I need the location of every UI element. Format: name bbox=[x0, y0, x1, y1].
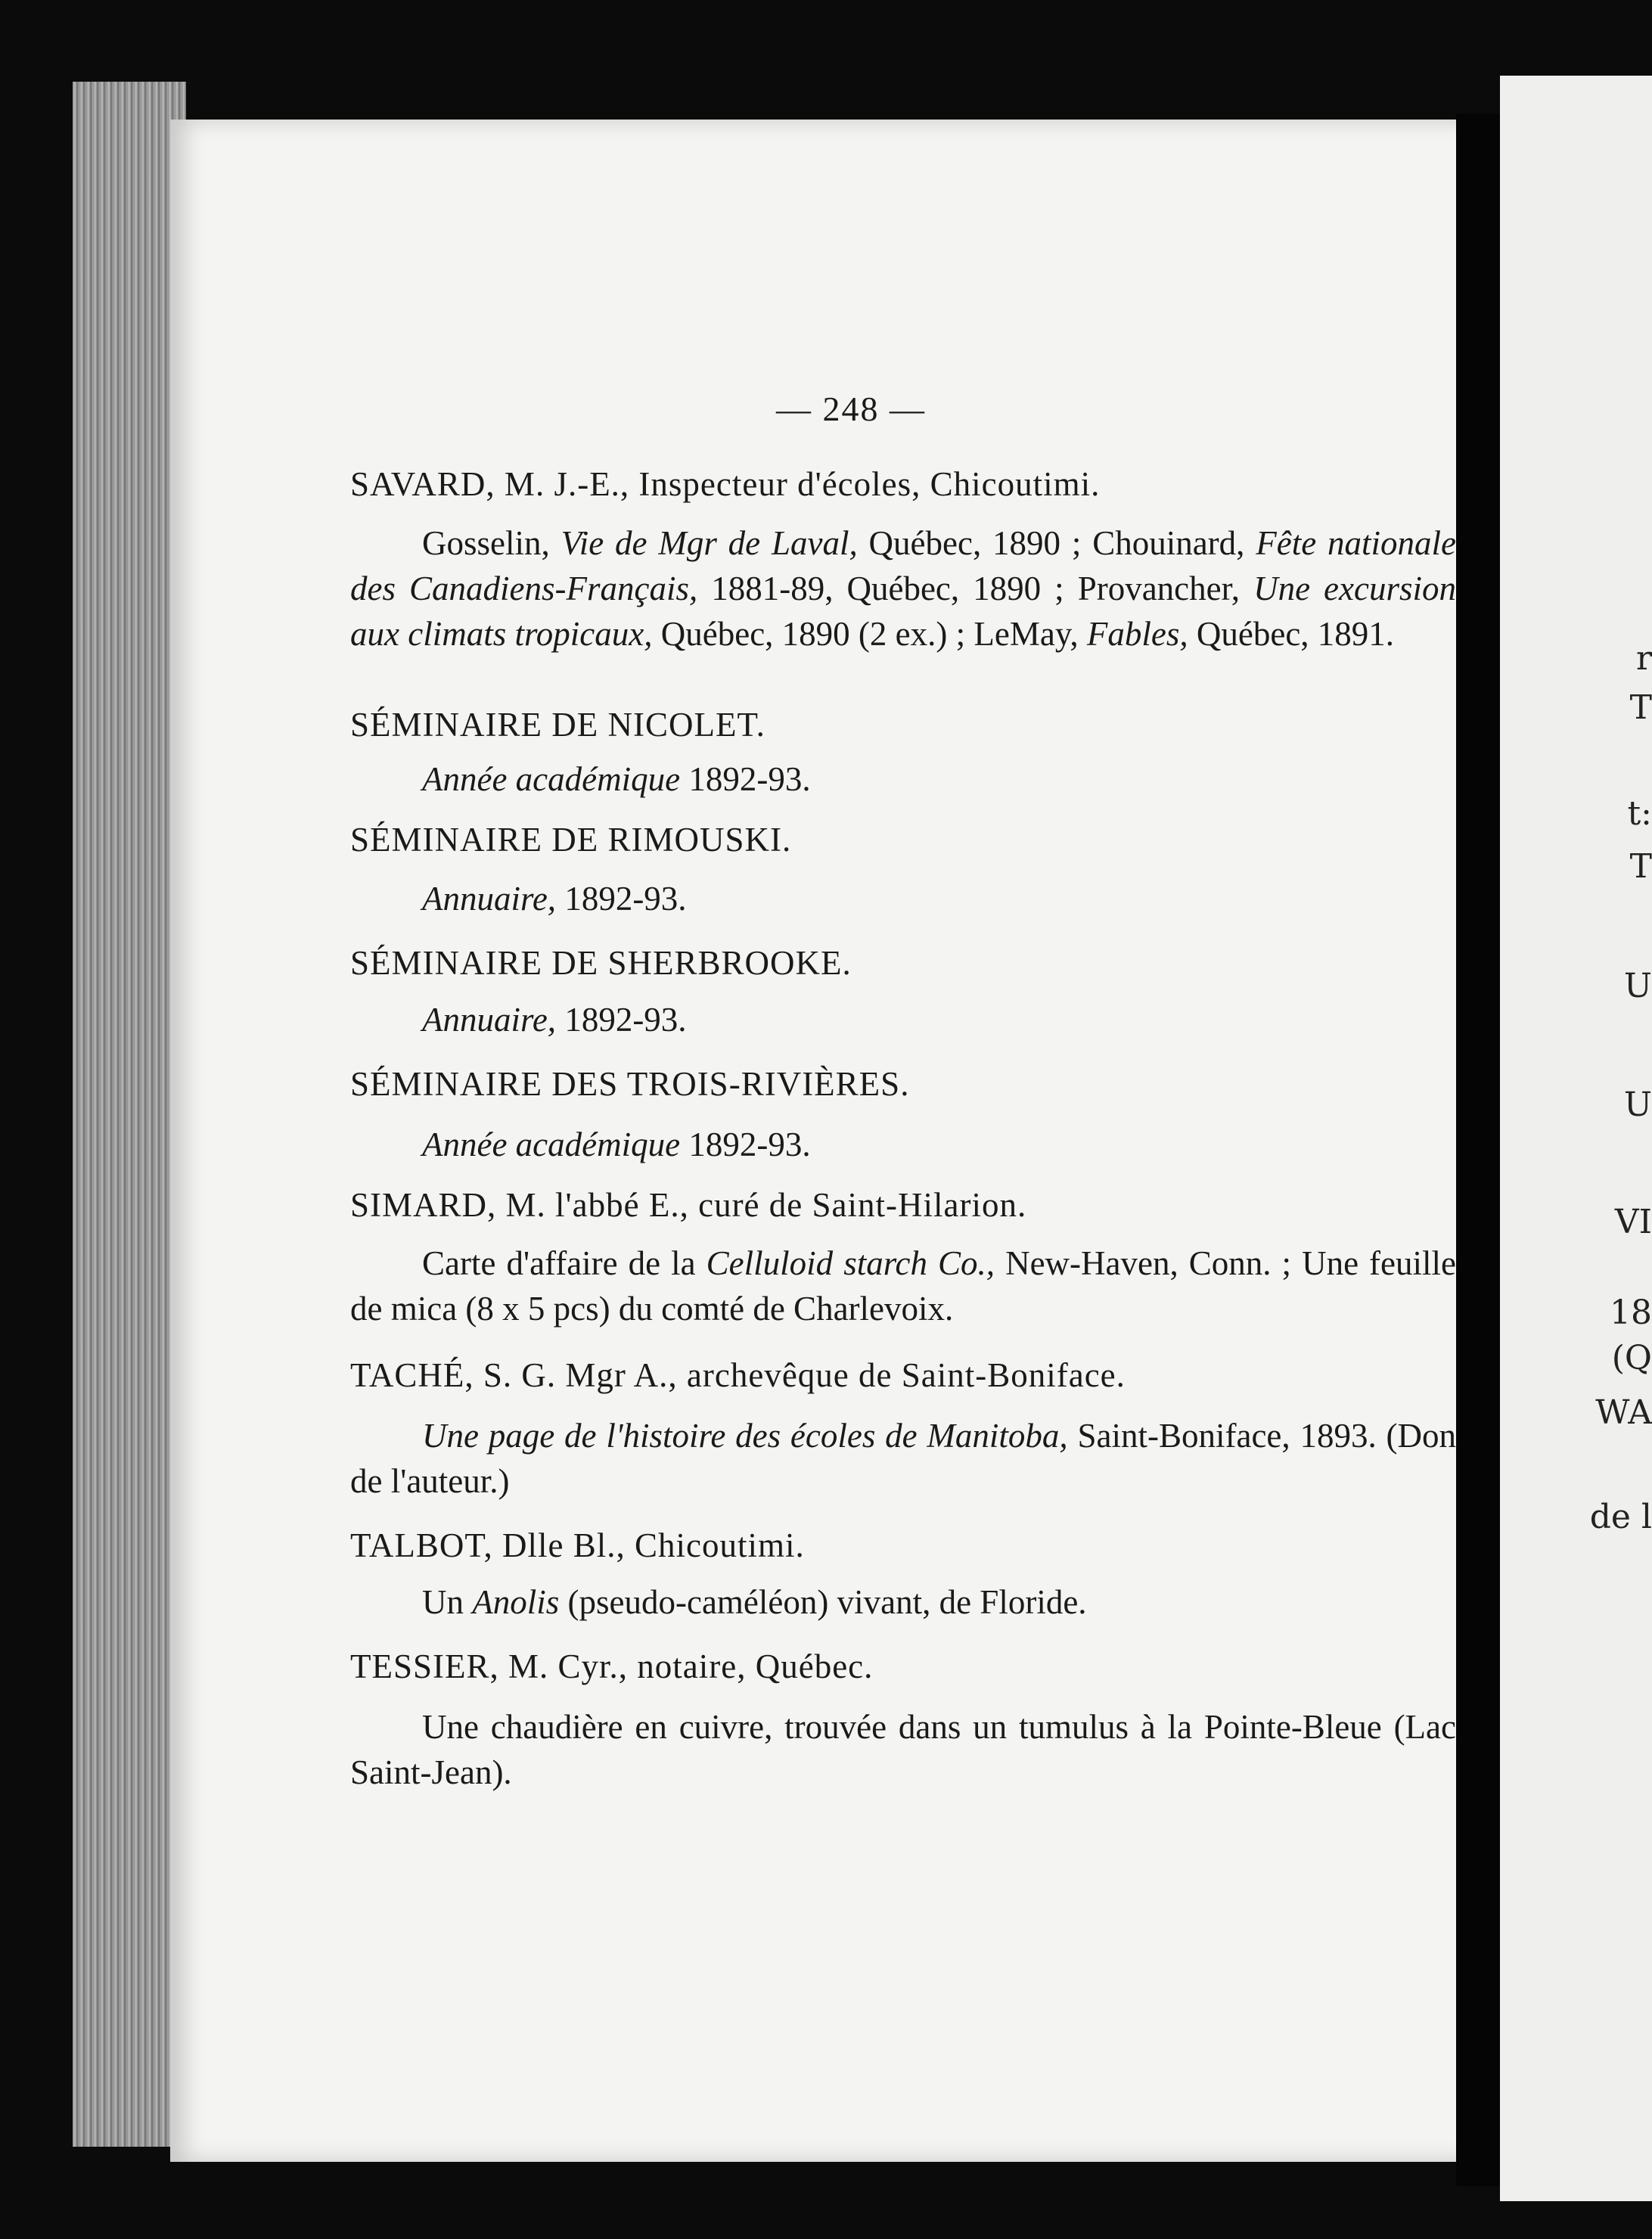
entry-body-savard bbox=[350, 520, 1456, 702]
facing-page-fragment: (Q bbox=[1611, 1339, 1652, 1377]
entry-heading-sherbrooke: SÉMINAIRE DE SHERBROOKE. bbox=[350, 944, 852, 982]
book-page bbox=[170, 120, 1471, 2162]
body-text: Québec, 1890 (2 ex.) ; LeMay, bbox=[652, 615, 1087, 653]
entry-body-tessier bbox=[350, 1704, 1456, 1795]
entry-body-tache bbox=[350, 1413, 1456, 1504]
body-text: Québec, 1891. bbox=[1188, 615, 1395, 653]
italic-title-text: Année académique bbox=[422, 1126, 681, 1163]
entry-body-nicolet bbox=[350, 756, 1456, 802]
entry-heading-simard: SIMARD, M. l'abbé E., curé de Saint-Hilarion. bbox=[350, 1186, 1027, 1224]
book-page-edges bbox=[73, 82, 186, 2147]
body-text: Québec, 1890 ; Chouinard, bbox=[857, 524, 1256, 562]
entry-heading-tache: TACHÉ, S. G. Mgr A., archevêque de Saint-Boniface. bbox=[350, 1356, 1126, 1394]
italic-title-text: Anolis bbox=[472, 1583, 560, 1621]
entry-heading-talbot: TALBOT, Dlle Bl., Chicoutimi. bbox=[350, 1526, 805, 1564]
entry-body-simard bbox=[350, 1241, 1456, 1331]
body-text: Un bbox=[422, 1583, 473, 1621]
facing-page-fragment: r bbox=[1635, 639, 1652, 678]
entry-heading-trois-rivieres: SÉMINAIRE DES TROIS-RIVIÈRES. bbox=[350, 1065, 910, 1103]
entry-body-trois-rivieres bbox=[350, 1122, 1456, 1167]
body-text: 1881-89, Québec, 1890 ; Provancher, bbox=[697, 570, 1254, 607]
entry-heading-savard: SAVARD, M. J.-E., Inspecteur d'écoles, Chicoutimi. bbox=[350, 465, 1101, 503]
facing-page-fragment: WA bbox=[1595, 1393, 1652, 1432]
body-text: (pseudo-caméléon) vivant, de Floride. bbox=[559, 1583, 1087, 1621]
facing-page-fragment: T bbox=[1629, 847, 1652, 886]
facing-page-fragment: VI bbox=[1614, 1203, 1652, 1241]
facing-page-fragment: U bbox=[1623, 967, 1652, 1005]
body-text: Gosselin, bbox=[422, 524, 561, 562]
italic-title-text: Une excursion aux climats tropicaux, bbox=[350, 570, 1457, 653]
entry-body-rimouski bbox=[350, 876, 1456, 921]
italic-title-text: Une page de l'histoire des écoles de Manitoba, bbox=[422, 1417, 1068, 1455]
italic-title-text: Fête nationale des Canadiens-Français, bbox=[350, 524, 1456, 607]
page-text bbox=[170, 120, 1471, 2162]
facing-page bbox=[1500, 76, 1652, 2201]
italic-title-text: Celluloid starch Co., bbox=[706, 1244, 995, 1282]
body-text: Une chaudière en cuivre, trouvée dans un tumulus à la Pointe-Bleue (Lac Saint-Jean). bbox=[350, 1708, 1456, 1791]
entry-heading-tessier: TESSIER, M. Cyr., notaire, Québec. bbox=[350, 1647, 874, 1685]
body-text: 1892-93. bbox=[556, 880, 687, 918]
entry-body-sherbrooke bbox=[350, 997, 1456, 1042]
body-text: 1892-93. bbox=[556, 1001, 687, 1039]
facing-page-fragment: de l bbox=[1589, 1498, 1652, 1536]
body-text: Saint-Boniface, 1893. (Don de l'auteur.) bbox=[350, 1417, 1456, 1500]
page-number: — 248 — bbox=[776, 390, 926, 428]
facing-page-fragment: U bbox=[1623, 1085, 1652, 1124]
facing-page-fragment: t: bbox=[1627, 794, 1652, 833]
italic-title-text: Vie de Mgr de Laval, bbox=[560, 524, 858, 562]
body-text: Carte d'affaire de la bbox=[422, 1244, 706, 1282]
book-gutter bbox=[1456, 113, 1500, 2186]
italic-title-text: Annuaire, bbox=[422, 880, 557, 918]
facing-page-fragment: T bbox=[1629, 688, 1652, 727]
body-text: New-Haven, Conn. ; Une feuille de mica (8 x 5 pcs) du comté de Charlevoix. bbox=[350, 1244, 1457, 1328]
italic-title-text: Année académique bbox=[422, 760, 681, 798]
body-text: 1892-93. bbox=[680, 1126, 811, 1163]
italic-title-text: Annuaire, bbox=[422, 1001, 557, 1039]
italic-title-text: Fables, bbox=[1086, 615, 1188, 653]
facing-page-fragment: 18 bbox=[1610, 1293, 1652, 1332]
body-text: 1892-93. bbox=[680, 760, 811, 798]
entry-heading-nicolet: SÉMINAIRE DE NICOLET. bbox=[350, 706, 765, 744]
entry-body-talbot bbox=[350, 1579, 1456, 1625]
entry-heading-rimouski: SÉMINAIRE DE RIMOUSKI. bbox=[350, 821, 792, 859]
